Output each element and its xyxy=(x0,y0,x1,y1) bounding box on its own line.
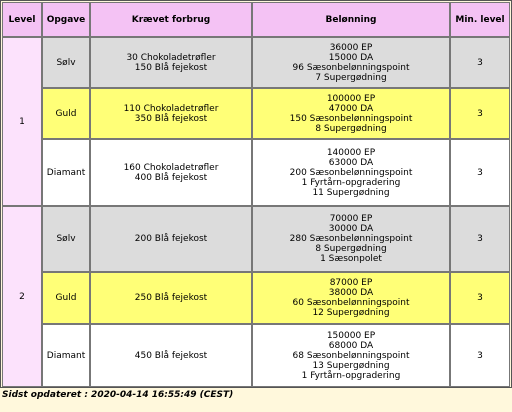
header-reward: Belønning xyxy=(252,2,450,37)
reward-cell xyxy=(252,37,450,88)
task-cell: Diamant xyxy=(42,324,90,387)
reward-line: 1 Sæsonpolet xyxy=(320,254,382,264)
reward-line: 70000 EP xyxy=(329,214,373,224)
reward-line: 8 Supergødning xyxy=(315,244,387,254)
cost-line: 200 Blå fejekost xyxy=(134,234,208,244)
task-cell: Guld xyxy=(42,88,90,139)
level-cell: 2 xyxy=(2,206,42,387)
table-row xyxy=(2,324,510,387)
cost-line: 450 Blå fejekost xyxy=(134,350,208,361)
reward-line: 1 Fyrtårn-opgradering xyxy=(301,177,401,188)
reward-line: 12 Supergødning xyxy=(312,308,390,318)
table-row xyxy=(2,88,510,139)
cost-line: 110 Chokoladetrøfler xyxy=(123,103,219,114)
reward-line: 38000 DA xyxy=(328,288,374,298)
reward-line: 11 Supergødning xyxy=(312,187,390,198)
reward-line: 280 Sæsonbelønningspoint xyxy=(289,234,413,244)
task-cell: Sølv xyxy=(42,37,90,88)
reward-line: 140000 EP xyxy=(326,147,376,158)
reward-line: 68000 DA xyxy=(328,340,374,351)
cost-line: 250 Blå fejekost xyxy=(134,293,208,303)
task-cell: Guld xyxy=(42,272,90,324)
reward-line: 100000 EP xyxy=(326,93,376,104)
cost-line: 160 Chokoladetrøfler xyxy=(123,162,219,173)
cost-cell xyxy=(90,324,252,387)
min-level-cell: 3 xyxy=(450,37,510,88)
reward-cell xyxy=(252,272,450,324)
header-cost: Krævet forbrug xyxy=(90,2,252,37)
cost-line: 350 Blå fejekost xyxy=(134,113,208,124)
reward-line: 87000 EP xyxy=(329,278,373,288)
reward-cell xyxy=(252,206,450,272)
header-level: Level xyxy=(2,2,42,37)
cost-cell xyxy=(90,139,252,206)
level-cell: 1 xyxy=(2,37,42,206)
min-level-cell: 3 xyxy=(450,324,510,387)
reward-line: 96 Sæsonbelønningspoint xyxy=(292,62,410,73)
reward-line: 30000 DA xyxy=(328,224,374,234)
cost-line: 400 Blå fejekost xyxy=(134,172,208,183)
reward-line: 68 Sæsonbelønningspoint xyxy=(292,350,410,361)
reward-cell xyxy=(252,88,450,139)
table-row xyxy=(2,37,510,88)
table-row xyxy=(2,206,510,272)
reward-line: 7 Supergødning xyxy=(315,72,387,83)
reward-line: 1 Fyrtårn-opgradering xyxy=(301,370,401,381)
reward-line: 36000 EP xyxy=(329,42,373,53)
min-level-cell: 3 xyxy=(450,206,510,272)
cost-cell xyxy=(90,88,252,139)
table-row xyxy=(2,139,510,206)
rewards-table xyxy=(2,2,510,387)
task-cell: Diamant xyxy=(42,139,90,206)
reward-line: 150000 EP xyxy=(326,330,376,341)
reward-line: 47000 DA xyxy=(328,103,374,114)
last-updated-footer: Sidst opdateret : 2020-04-14 16:55:49 (CEST) xyxy=(2,390,234,400)
min-level-cell: 3 xyxy=(450,88,510,139)
header-task: Opgave xyxy=(42,2,90,37)
cost-line: 30 Chokoladetrøfler xyxy=(126,52,216,63)
reward-line: 200 Sæsonbelønningspoint xyxy=(289,167,413,178)
header-row xyxy=(2,2,510,37)
reward-line: 15000 DA xyxy=(328,52,374,63)
reward-line: 8 Supergødning xyxy=(315,123,387,134)
min-level-cell: 3 xyxy=(450,272,510,324)
reward-line: 13 Supergødning xyxy=(312,360,390,371)
cost-line: 150 Blå fejekost xyxy=(134,62,208,73)
reward-cell xyxy=(252,324,450,387)
min-level-cell: 3 xyxy=(450,139,510,206)
reward-line: 63000 DA xyxy=(328,157,374,168)
cost-cell xyxy=(90,272,252,324)
table-row xyxy=(2,272,510,324)
cost-cell xyxy=(90,206,252,272)
header-min-level: Min. level xyxy=(450,2,510,37)
reward-line: 60 Sæsonbelønningspoint xyxy=(292,298,410,308)
reward-line: 150 Sæsonbelønningspoint xyxy=(289,113,413,124)
cost-cell xyxy=(90,37,252,88)
task-cell: Sølv xyxy=(42,206,90,272)
reward-cell xyxy=(252,139,450,206)
